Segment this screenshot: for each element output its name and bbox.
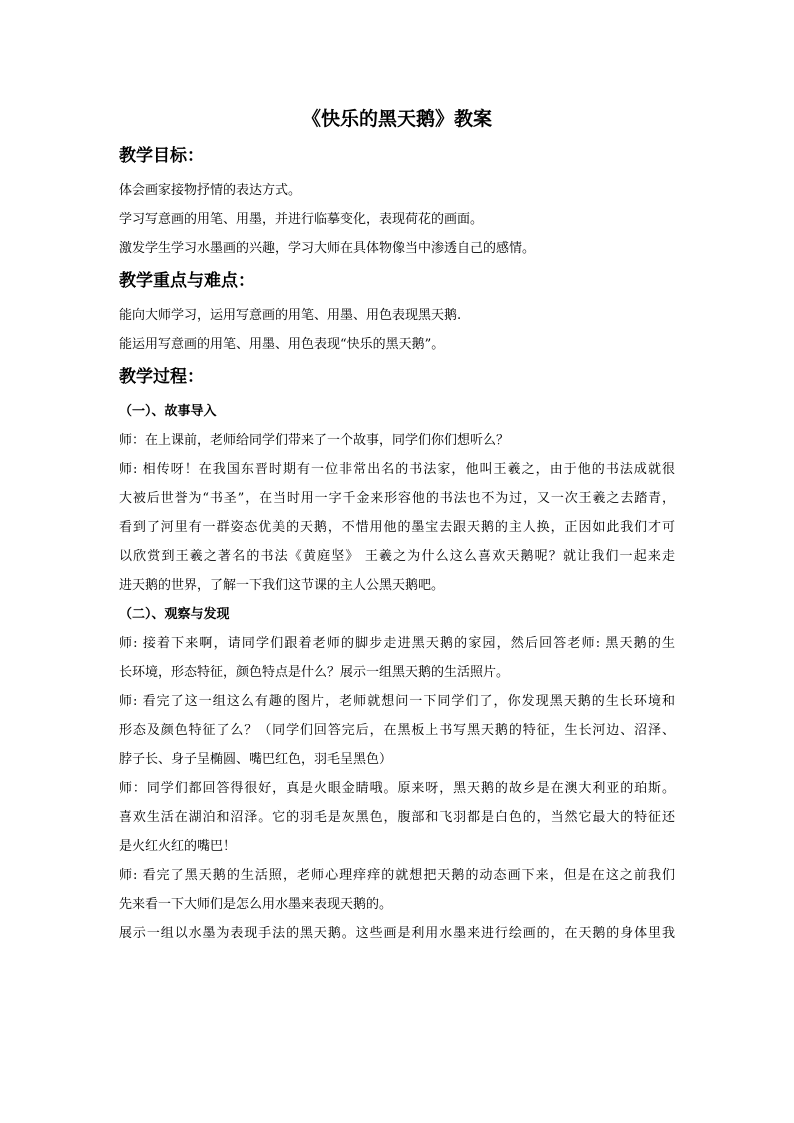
goal-item: 体会画家接物抒情的表达方式。 (119, 183, 302, 198)
paragraph-line: 师: 看完了黑天鹅的生活照，老师心理痒痒的就想把天鹅的动态画下来，但是在这之前我们 (119, 868, 675, 883)
paragraph-line: 是火红火红的嘴巴！ (119, 839, 237, 854)
paragraph-line: 进天鹅的世界，了解一下我们这节课的主人公黑天鹅吧。 (119, 578, 445, 593)
part2-heading: （二）、观察与发现 (119, 607, 230, 622)
keypoint-item: 能运用写意画的用笔、用墨、用色表现“快乐的黑天鹅”。 (119, 337, 445, 352)
paragraph-line: 师: 看完了这一组这么有趣的图片，老师就想问一下同学们了，你发现黑天鹅的生长环境和 (119, 694, 675, 709)
keypoints-heading: 教学重点与难点： (119, 271, 255, 291)
process-heading: 教学过程： (119, 367, 204, 387)
document-page (119, 100, 675, 948)
paragraph-line: 展示一组以水墨为表现手法的黑天鹅。这些画是利用水墨来进行绘画的，在天鹅的身体里我 (119, 926, 675, 941)
goals-heading: 教学目标： (119, 146, 204, 166)
paragraph-line: 喜欢生活在湖泊和沼泽。它的羽毛是灰黑色，腹部和飞羽都是白色的，当然它最大的特征还 (119, 810, 675, 825)
paragraph-line: 先来看一下大师们是怎么用水墨来表现天鹅的。 (119, 897, 393, 912)
goal-item: 学习写意画的用笔、用墨，并进行临摹变化，表现荷花的画面。 (119, 212, 484, 227)
goal-item: 激发学生学习水墨画的兴趣，学习大师在具体物像当中渗透自己的感情。 (119, 241, 536, 256)
part1-heading: （一）、故事导入 (119, 404, 217, 419)
paragraph-line: 师: 接着下来啊，请同学们跟着老师的脚步走进黑天鹅的家园，然后回答老师: 黑天鹅的生 (119, 636, 675, 651)
paragraph-line: 以欣赏到王羲之著名的书法《黄庭坚》 王羲之为什么这么喜欢天鹅呢？就让我们一起来走 (119, 549, 675, 564)
keypoint-item: 能向大师学习，运用写意画的用笔、用墨、用色表现黑天鹅. (119, 308, 462, 323)
paragraph-line: 看到了河里有一群姿态优美的天鹅，不惜用他的墨宝去跟天鹅的主人换，正因如此我们才可 (119, 520, 675, 535)
paragraph-line: 师: 相传呀！在我国东晋时期有一位非常出名的书法家，他叫王羲之，由于他的书法成就很 (119, 462, 675, 477)
document-title: 《快乐的黑天鹅》教案 (301, 108, 492, 130)
paragraph-line: 大被后世誉为“书圣”，在当时用一字千金来形容他的书法也不为过，又一次王羲之去踏青， (119, 491, 675, 506)
paragraph-line: 师：同学们都回答得很好，真是火眼金睛哦。原来呀，黑天鹅的故乡是在澳大利亚的珀斯。 (119, 781, 675, 796)
paragraph-line: 师：在上课前，老师给同学们带来了一个故事，同学们你们想听么？ (119, 433, 510, 448)
paragraph-line: 形态及颜色特征了么？（同学们回答完后，在黑板上书写黑天鹅的特征，生长河边、沼泽、 (119, 723, 675, 738)
paragraph-line: 长环境，形态特征，颜色特点是什么？展示一组黑天鹅的生活照片。 (119, 665, 510, 680)
paragraph-line: 脖子长、身子呈椭圆、嘴巴红色，羽毛呈黑色） (119, 752, 393, 767)
